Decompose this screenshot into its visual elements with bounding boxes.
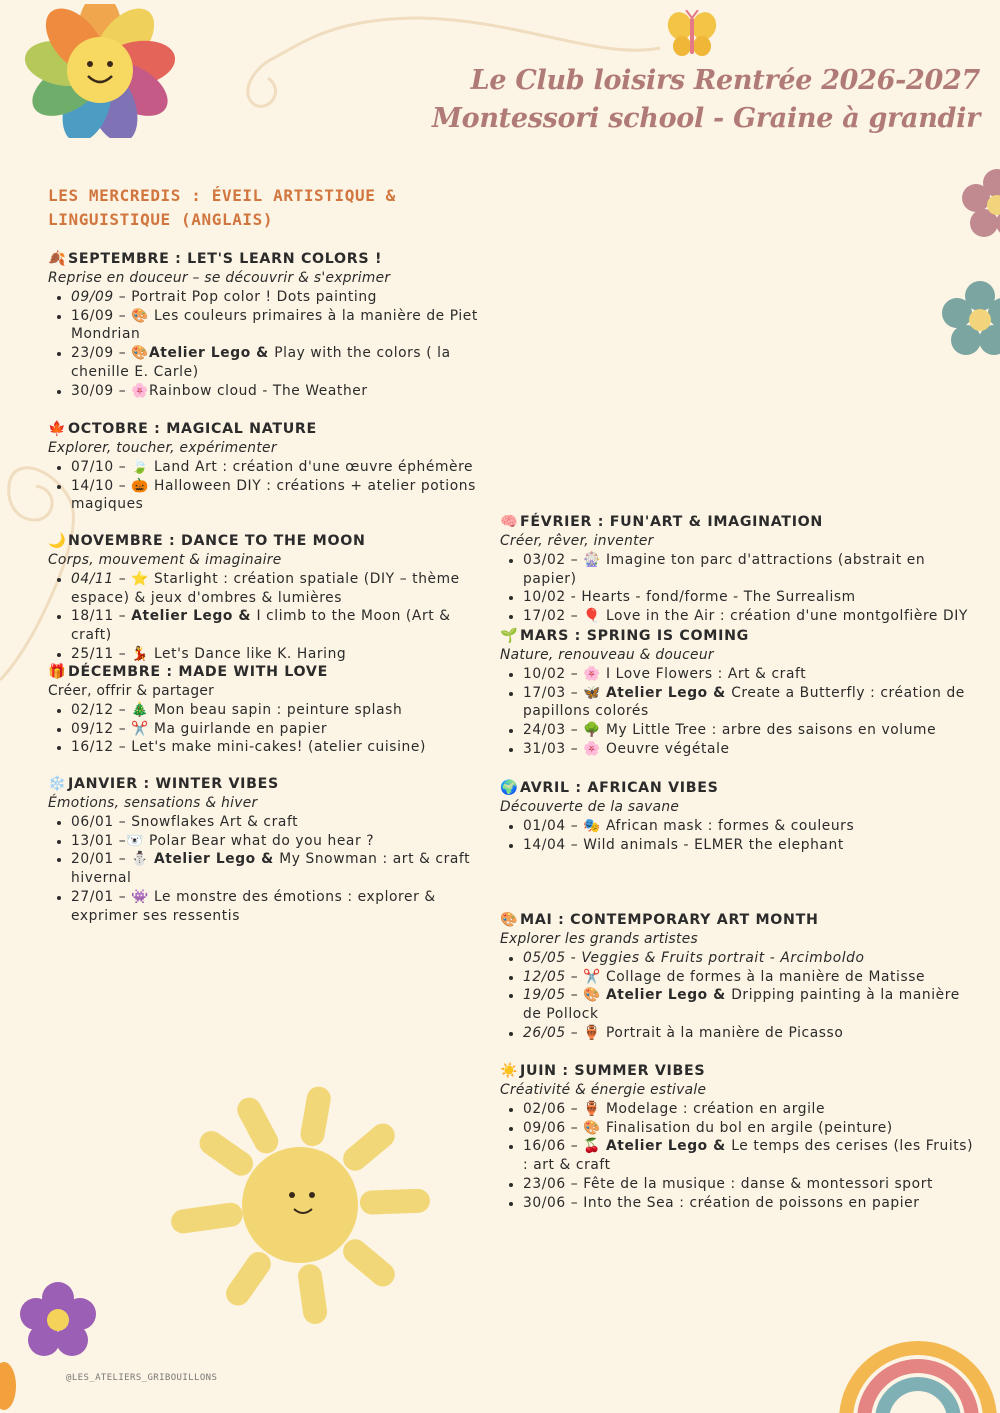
activity-text: Portrait Pop color ! Dots painting xyxy=(131,289,378,305)
activity-separator: – 🏺 xyxy=(565,1024,606,1041)
activity-date: 23/06 xyxy=(523,1175,566,1192)
activity-text: Les couleurs primaires à la manière de Piet Mondrian xyxy=(71,307,478,343)
leaf-corner-decoration xyxy=(0,1360,20,1413)
activity-text: Create a Butterfly : création de papillons colorés xyxy=(523,684,965,720)
activity-item xyxy=(523,1119,980,1138)
month-heading xyxy=(48,532,488,551)
activity-separator: – 🌳 xyxy=(565,722,606,739)
section-fevrier xyxy=(500,513,980,626)
month-subtitle: Explorer, toucher, expérimenter xyxy=(48,440,277,456)
activity-date: 23/09 xyxy=(71,345,114,362)
activity-text: Into the Sea : création de poissons en papier xyxy=(583,1194,920,1211)
activity-date: 09/12 xyxy=(71,720,114,737)
activity-text: Fête de la musique : danse & montessori sport xyxy=(583,1175,933,1192)
activity-item xyxy=(523,949,980,968)
activity-date: 10/02 xyxy=(523,589,566,606)
activity-list xyxy=(500,551,980,626)
month-subtitle: Explorer les grands artistes xyxy=(500,931,699,947)
activity-item xyxy=(523,1024,980,1043)
month-heading-text: OCTOBRE : MAGICAL NATURE xyxy=(68,421,317,437)
activity-separator: – 💃 xyxy=(113,645,154,662)
activity-separator: – ✂️ xyxy=(565,968,606,985)
section-avril xyxy=(500,779,980,854)
month-subtitle: Créer, rêver, inventer xyxy=(500,533,654,549)
section-novembre xyxy=(48,532,488,664)
activity-item xyxy=(523,740,980,759)
atelier-lego-label: Atelier Lego & xyxy=(606,987,732,1004)
activity-text: Land Art : création d'une œuvre éphémère xyxy=(154,459,474,475)
atelier-lego-label: Atelier Lego & xyxy=(131,608,257,625)
activity-separator: – 🌸 xyxy=(565,740,606,757)
activity-date: 06/01 xyxy=(71,814,114,830)
activity-separator: – 🌸 xyxy=(565,666,606,682)
month-heading-text: DÉCEMBRE : MADE WITH LOVE xyxy=(68,664,328,680)
month-subtitle: Corps, mouvement & imaginaire xyxy=(48,552,282,568)
activity-item xyxy=(71,813,488,832)
activity-text: Ma guirlande en papier xyxy=(154,720,328,737)
activity-item xyxy=(523,607,980,626)
activity-separator: – xyxy=(113,739,132,756)
activity-date: 12/05 xyxy=(523,968,566,985)
activity-list xyxy=(500,817,980,854)
gift-icon: 🎁 xyxy=(48,664,67,680)
activity-date: 02/12 xyxy=(71,702,114,718)
activity-text: Dripping painting à la manière de Pollock xyxy=(523,987,960,1023)
activity-item xyxy=(523,551,980,588)
maple-leaf-icon: 🍁 xyxy=(48,421,67,437)
activity-text: I Love Flowers : Art & craft xyxy=(606,666,807,682)
activity-separator: – xyxy=(565,1175,584,1192)
activity-text: Oeuvre végétale xyxy=(606,740,730,757)
activity-item xyxy=(71,607,488,644)
activity-item xyxy=(71,288,488,307)
activity-item xyxy=(71,832,488,851)
month-subtitle: Découverte de la savane xyxy=(500,799,680,815)
activity-list xyxy=(48,570,488,664)
activity-date: 10/02 xyxy=(523,666,566,682)
activity-text: Portrait à la manière de Picasso xyxy=(606,1024,844,1041)
activity-list xyxy=(48,701,488,757)
activity-text: Veggies & Fruits portrait - Arcimboldo xyxy=(581,950,865,966)
activity-date: 18/11 xyxy=(71,608,114,625)
activity-separator: – 🎄 xyxy=(113,702,154,718)
activity-text: Le monstre des émotions : explorer & exprimer ses ressentis xyxy=(71,888,436,924)
atelier-lego-label: Atelier Lego & xyxy=(154,851,280,868)
activity-item xyxy=(523,721,980,740)
activity-item xyxy=(71,382,488,401)
activity-item xyxy=(71,645,488,664)
activity-date: 09/09 xyxy=(71,289,114,305)
activity-text: Finalisation du bol en argile (peinture) xyxy=(606,1119,893,1136)
activity-text: Let's Dance like K. Haring xyxy=(154,645,347,662)
section-octobre xyxy=(48,420,488,514)
title-line-2: Montessori school - Graine à grandir xyxy=(432,103,980,134)
month-heading xyxy=(48,420,488,439)
month-heading xyxy=(48,250,488,269)
section-juin xyxy=(500,1062,980,1212)
activity-separator: – 👾 xyxy=(113,888,154,905)
month-subtitle: Reprise en douceur – se découvrir & s'exprimer xyxy=(48,270,391,286)
activity-date: 27/01 xyxy=(71,888,114,905)
activity-text: Wild animals - ELMER the elephant xyxy=(583,836,844,853)
month-subtitle: Créer, offrir & partager xyxy=(48,683,215,699)
page-title xyxy=(432,62,980,138)
activity-item xyxy=(71,344,488,381)
activity-separator: – 🎡 xyxy=(565,552,606,568)
activity-date: 26/05 xyxy=(523,1024,566,1041)
activity-separator: - xyxy=(565,950,582,966)
activity-separator: – xyxy=(113,289,132,305)
sun-illustration xyxy=(130,1040,470,1380)
activity-text: Snowflakes Art & craft xyxy=(131,814,299,830)
activity-separator: – 🌸 xyxy=(113,382,150,399)
activity-item xyxy=(523,836,980,855)
activity-separator: – 🎨 xyxy=(113,345,150,362)
month-subtitle: Nature, renouveau & douceur xyxy=(500,647,714,663)
moon-icon: 🌙 xyxy=(48,533,67,549)
activity-text: Le temps des cerises (les Fruits) : art & craft xyxy=(523,1138,974,1174)
month-subtitle: Créativité & énergie estivale xyxy=(500,1082,707,1098)
activity-item xyxy=(523,1175,980,1194)
atelier-lego-label: Atelier Lego & xyxy=(606,684,732,701)
activity-separator: –🐻‍❄️ xyxy=(113,832,150,849)
flower-teal-icon xyxy=(935,275,1000,365)
seedling-icon: 🌱 xyxy=(500,628,519,644)
activity-date: 16/12 xyxy=(71,739,114,756)
globe-icon: 🌍 xyxy=(500,780,519,796)
activity-text: Polar Bear what do you hear ? xyxy=(149,832,375,849)
activity-text: Love in the Air : création d'une montgolfière DIY xyxy=(606,608,968,625)
section-septembre xyxy=(48,250,488,400)
palette-icon: 🎨 xyxy=(500,912,519,928)
butterfly-icon xyxy=(666,10,718,60)
activity-item xyxy=(71,570,488,607)
month-heading xyxy=(48,775,488,794)
flower-pink-icon xyxy=(955,165,1000,245)
month-heading-text: AVRIL : AFRICAN VIBES xyxy=(520,780,719,796)
activity-date: 31/03 xyxy=(523,740,566,757)
activity-item xyxy=(523,1194,980,1213)
title-line-1: Le Club loisirs Rentrée 2026-2027 xyxy=(470,65,980,96)
leaf-icon: 🍂 xyxy=(48,251,67,267)
activity-item xyxy=(71,458,488,477)
activity-separator: – 🍒 xyxy=(565,1138,606,1155)
activity-item xyxy=(71,888,488,925)
rainbow-illustration xyxy=(838,1330,1000,1413)
month-heading xyxy=(500,1062,980,1081)
activity-item xyxy=(523,1137,980,1174)
activity-separator: – ✂️ xyxy=(113,720,154,737)
month-heading-text: FÉVRIER : FUN'ART & IMAGINATION xyxy=(520,514,824,530)
activity-item xyxy=(71,701,488,720)
activity-list xyxy=(500,1100,980,1212)
activity-item xyxy=(523,1100,980,1119)
month-heading xyxy=(500,779,980,798)
activity-item xyxy=(523,588,980,607)
activity-separator: – 🍃 xyxy=(113,459,154,475)
activity-date: 20/01 xyxy=(71,851,114,868)
activity-date: 05/05 xyxy=(523,950,566,966)
activity-date: 14/04 xyxy=(523,836,566,853)
activity-date: 17/03 xyxy=(523,684,566,701)
activity-text: I climb to the Moon (Art & craft) xyxy=(71,608,451,644)
activity-list xyxy=(500,665,980,759)
activity-list xyxy=(48,458,488,514)
activity-date: 16/09 xyxy=(71,307,114,324)
activity-date: 03/02 xyxy=(523,552,566,568)
activity-separator: – 🎨 xyxy=(113,307,154,324)
activity-separator: – 🎃 xyxy=(113,477,154,494)
activity-list xyxy=(500,949,980,1043)
activity-date: 19/05 xyxy=(523,987,566,1004)
activity-text: Starlight : création spatiale (DIY – thème espace) & jeux d'ombres & lumières xyxy=(71,571,460,606)
snowflake-icon: ❄️ xyxy=(48,776,67,792)
atelier-lego-label: Atelier Lego & xyxy=(606,1138,732,1155)
month-heading-text: MARS : SPRING IS COMING xyxy=(520,628,749,644)
section-mars xyxy=(500,627,980,759)
activity-date: 16/06 xyxy=(523,1138,566,1155)
activity-text: Halloween DIY : créations + atelier potions magiques xyxy=(71,477,476,513)
activity-date: 17/02 xyxy=(523,608,566,625)
activity-date: 30/06 xyxy=(523,1194,566,1211)
activity-separator: – 🦋 xyxy=(565,684,606,701)
activity-separator: – xyxy=(113,814,132,830)
activity-text: Imagine ton parc d'attractions (abstrait en papier) xyxy=(523,552,926,587)
activity-separator: – 🎨 xyxy=(565,1119,606,1136)
activity-item xyxy=(523,968,980,987)
activity-item xyxy=(71,307,488,344)
activity-date: 13/01 xyxy=(71,832,114,849)
activity-date: 07/10 xyxy=(71,459,114,475)
activity-separator: – ⭐ xyxy=(113,571,154,587)
activity-separator: – xyxy=(113,608,132,625)
activity-item xyxy=(523,817,980,836)
activity-text: Let's make mini-cakes! (atelier cuisine) xyxy=(131,739,426,756)
activity-text: Collage de formes à la manière de Matisse xyxy=(606,968,926,985)
activity-date: 14/10 xyxy=(71,477,114,494)
activity-separator: – 🎭 xyxy=(565,818,606,834)
month-heading-text: JUIN : SUMMER VIBES xyxy=(520,1063,706,1079)
activity-separator: – xyxy=(565,836,584,853)
sun-icon: ☀️ xyxy=(500,1063,519,1079)
activity-date: 02/06 xyxy=(523,1101,566,1117)
activity-separator: – xyxy=(565,1194,584,1211)
activity-separator: - xyxy=(565,589,582,606)
activity-date: 24/03 xyxy=(523,722,566,739)
activity-item xyxy=(523,986,980,1023)
section-janvier xyxy=(48,775,488,925)
activity-separator: – 🎨 xyxy=(565,987,606,1004)
activity-separator: – 🎈 xyxy=(565,608,606,625)
month-subtitle: Émotions, sensations & hiver xyxy=(48,795,258,811)
activity-date: 30/09 xyxy=(71,382,114,399)
activity-list xyxy=(48,288,488,400)
activity-date: 09/06 xyxy=(523,1119,566,1136)
activity-date: 25/11 xyxy=(71,645,114,662)
activity-item xyxy=(71,477,488,514)
section-subheading: LES MERCREDIS : ÉVEIL ARTISTIQUE & LINGUISTIQUE (ANGLAIS) xyxy=(48,186,396,229)
month-heading-text: SEPTEMBRE : LET'S LEARN COLORS ! xyxy=(68,251,383,267)
credit-text: @LES_ATELIERS_GRIBOUILLONS xyxy=(66,1373,218,1383)
activity-date: 01/04 xyxy=(523,818,566,834)
activity-item xyxy=(71,850,488,887)
brain-icon: 🧠 xyxy=(500,514,519,530)
month-heading xyxy=(500,513,980,532)
section-decembre xyxy=(48,663,488,757)
activity-item xyxy=(523,665,980,684)
activity-text: My Snowman : art & craft hivernal xyxy=(71,851,471,887)
section-mai xyxy=(500,911,980,1043)
activity-text: Hearts - fond/forme - The Surrealism xyxy=(581,589,856,606)
activity-text: Play with the colors ( la chenille E. Carle) xyxy=(71,345,451,380)
month-heading xyxy=(500,627,980,646)
activity-text: Rainbow cloud - The Weather xyxy=(149,382,368,399)
activity-separator: – 🏺 xyxy=(565,1101,606,1117)
activity-separator: – ⛄ xyxy=(113,851,154,868)
flower-purple-icon xyxy=(14,1278,102,1362)
activity-text: My Little Tree : arbre des saisons en volume xyxy=(606,722,937,739)
activity-item xyxy=(71,738,488,757)
activity-text: Modelage : création en argile xyxy=(606,1101,826,1117)
activity-item xyxy=(523,684,980,721)
month-heading xyxy=(48,663,488,682)
month-heading xyxy=(500,911,980,930)
activity-list xyxy=(48,813,488,925)
activity-date: 04/11 xyxy=(71,571,114,587)
month-heading-text: JANVIER : WINTER VIBES xyxy=(68,776,279,792)
activity-text: African mask : formes & couleurs xyxy=(606,818,855,834)
month-heading-text: NOVEMBRE : DANCE TO THE MOON xyxy=(68,533,366,549)
activity-text: Mon beau sapin : peinture splash xyxy=(154,702,403,718)
activity-item xyxy=(71,720,488,739)
month-heading-text: MAI : CONTEMPORARY ART MONTH xyxy=(520,912,819,928)
atelier-lego-label: Atelier Lego & xyxy=(149,345,275,362)
